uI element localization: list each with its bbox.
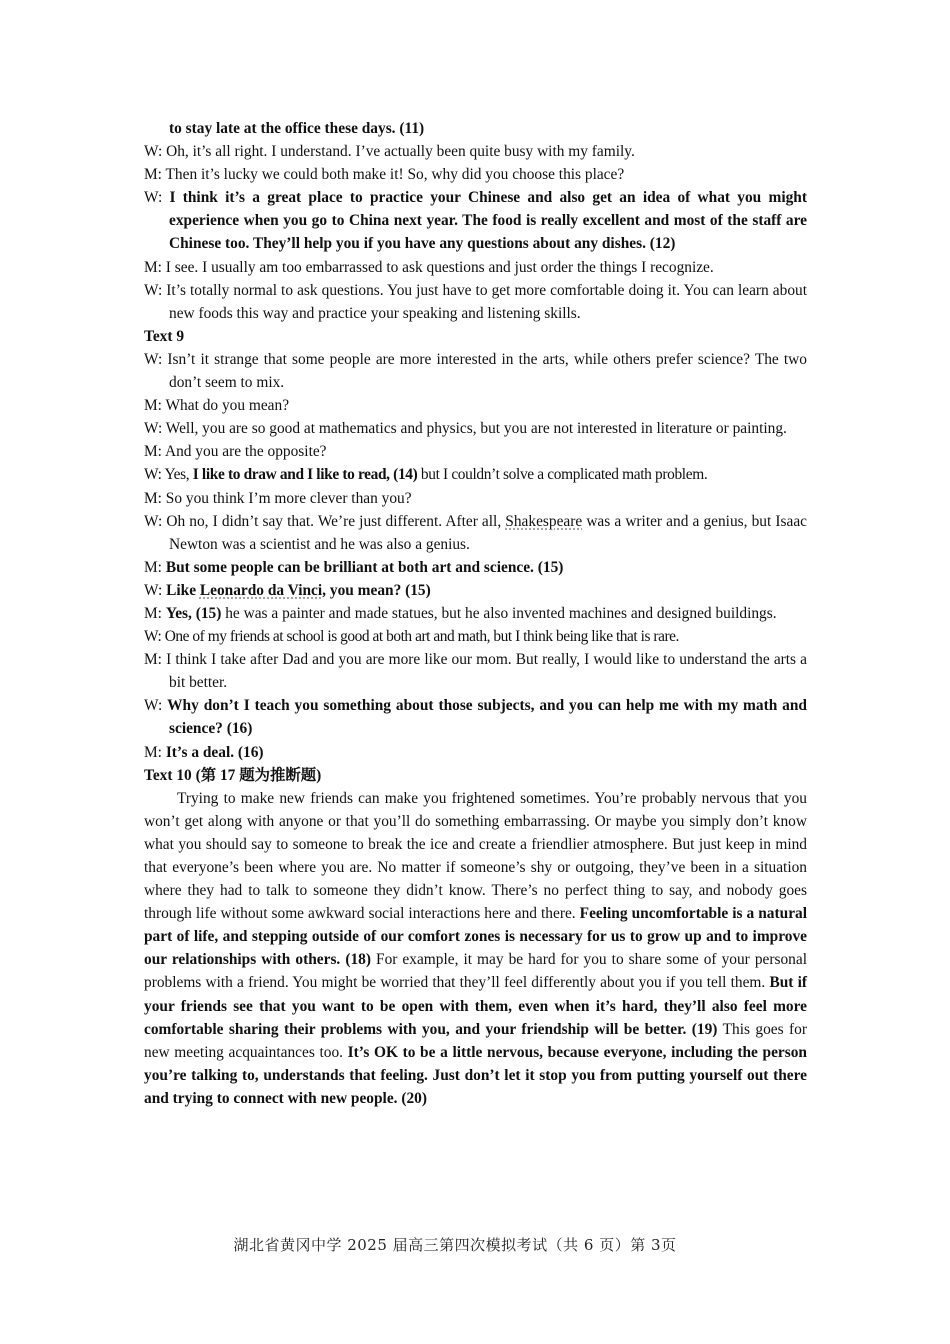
dialogue-line [144, 741, 807, 764]
monologue-paragraph [144, 787, 807, 1110]
paragraph-text: This goes for new meeting acquaintances too. [144, 1020, 807, 1061]
answer-text: Feeling uncomfortable is a natural part of life, and stepping outside of our comfort zones is necessary for us to grow up and to improve our relationships with others. (18) [144, 905, 807, 969]
dialogue-line [144, 186, 807, 255]
dialogue-line [144, 556, 807, 579]
answer-text: But if your friends see that you want to be open with them, even when it’s hard, they’ll also feel more comfortable sharing their problems with you, and your friendship will be better. (19) [144, 974, 808, 1038]
dialogue-text: W: Oh no, I didn’t say that. We’re just different. After all, [144, 512, 506, 530]
answer-text: Why don’t I teach you something about those subjects, and you can help me with my math and science? (16) [167, 697, 807, 738]
dialogue-line: W: One of my friends at school is good at both art and math, but I think being like that is rare. [144, 628, 679, 646]
speaker-label: M: [144, 558, 166, 576]
dialogue-line [144, 579, 807, 602]
answer-text: Yes, (15) [165, 604, 222, 622]
underlined-name: Shakespeare [505, 512, 583, 530]
section-heading-text10: Text 10 (第 17 题为推断题) [144, 766, 322, 784]
answer-text: , you mean? (15) [322, 581, 431, 599]
dialogue-line: M: I think I take after Dad and you are more like our mom. But really, I would like to understand the arts a bit better. [144, 651, 807, 692]
dialogue-text: was a writer and a genius, but Isaac Newton was a scientist and he was also a genius. [169, 512, 807, 553]
speaker-label: W: [144, 697, 168, 715]
speaker-label: W: [144, 581, 167, 599]
answer-text: I like to draw and I like to read, (14) [192, 466, 418, 484]
speaker-label: W: Yes, [144, 466, 193, 484]
dialogue-line: M: I see. I usually am too embarrassed to ask questions and just order the things I recognize. [144, 258, 714, 276]
answer-text: But some people can be brilliant at both art and science. (15) [165, 558, 564, 576]
answer-text: It’s OK to be a little nervous, because everyone, including the person you’re talking to, understands that feeling. Just don’t let it stop you from putting yourself out there and trying to connect with new people. (20) [144, 1043, 807, 1107]
paragraph-text: Trying to make new friends can make you frightened sometimes. You’re probably nervous that you won’t get along with anyone or that you’ll do something embarrassing. Or maybe you simply don’t know what you should say to someone to break the ice and create a friendlier atmosphere. But just keep in mind that everyone’s been where you are. No matter if someone’s shy or outgoing, they’ve been in a situation where they had to talk to someone they didn’t know. There’s no perfect thing to say, and nobody goes through life without some awkward social interactions here and there. [144, 789, 807, 923]
dialogue-line: W: It’s totally normal to ask questions. You just have to get more comfortable doing it. You can learn about new foods this way and practice your speaking and listening skills. [144, 281, 807, 322]
dialogue-line: W: Isn’t it strange that some people are more interested in the arts, while others prefer science? The two don’t seem to mix. [144, 350, 807, 392]
dialogue-line: M: What do you mean? [144, 397, 290, 415]
speaker-label: M: [144, 604, 166, 622]
section-heading-text9: Text 9 [144, 327, 185, 345]
page-footer: 湖北省黄冈中学 2025 届高三第四次模拟考试（共 6 页）第 3页 [233, 1236, 677, 1254]
dialogue-text: but I couldn’t solve a complicated math problem. [417, 466, 708, 484]
speaker-label: M: [144, 743, 166, 761]
dialogue-line [144, 463, 807, 486]
dialogue-line [144, 602, 807, 625]
speaker-label: W: [144, 189, 170, 207]
underlined-name: Leonardo da Vinci [199, 581, 323, 599]
dialogue-line: to stay late at the office these days. (11) [169, 120, 425, 137]
dialogue-line: W: Well, you are so good at mathematics and physics, but you are not interested in literature or painting. [144, 420, 787, 438]
answer-text: Like [166, 581, 200, 599]
dialogue-line [144, 694, 807, 740]
dialogue-text: he was a painter and made statues, but he also invented machines and designed buildings. [221, 604, 777, 622]
dialogue-line: M: So you think I’m more clever than you? [144, 489, 412, 507]
paragraph-text: For example, it may be hard for you to share some of your personal problems with a friend. You might be worried that they’ll feel differently about you if you tell them. [144, 951, 807, 992]
page-body [144, 117, 807, 1110]
answer-text: I think it’s a great place to practice your Chinese and also get an idea of what you might experience when you go to China next year. The food is really excellent and most of the staff are Chinese too. They’ll help you if you have any questions about any dishes. (12) [169, 189, 807, 253]
dialogue-line: M: And you are the opposite? [144, 443, 327, 461]
dialogue-line: W: Oh, it’s all right. I understand. I’ve actually been quite busy with my family. [144, 143, 635, 161]
dialogue-line [144, 510, 807, 556]
dialogue-line: M: Then it’s lucky we could both make it! So, why did you choose this place? [144, 166, 625, 184]
answer-text: It’s a deal. (16) [165, 743, 264, 761]
